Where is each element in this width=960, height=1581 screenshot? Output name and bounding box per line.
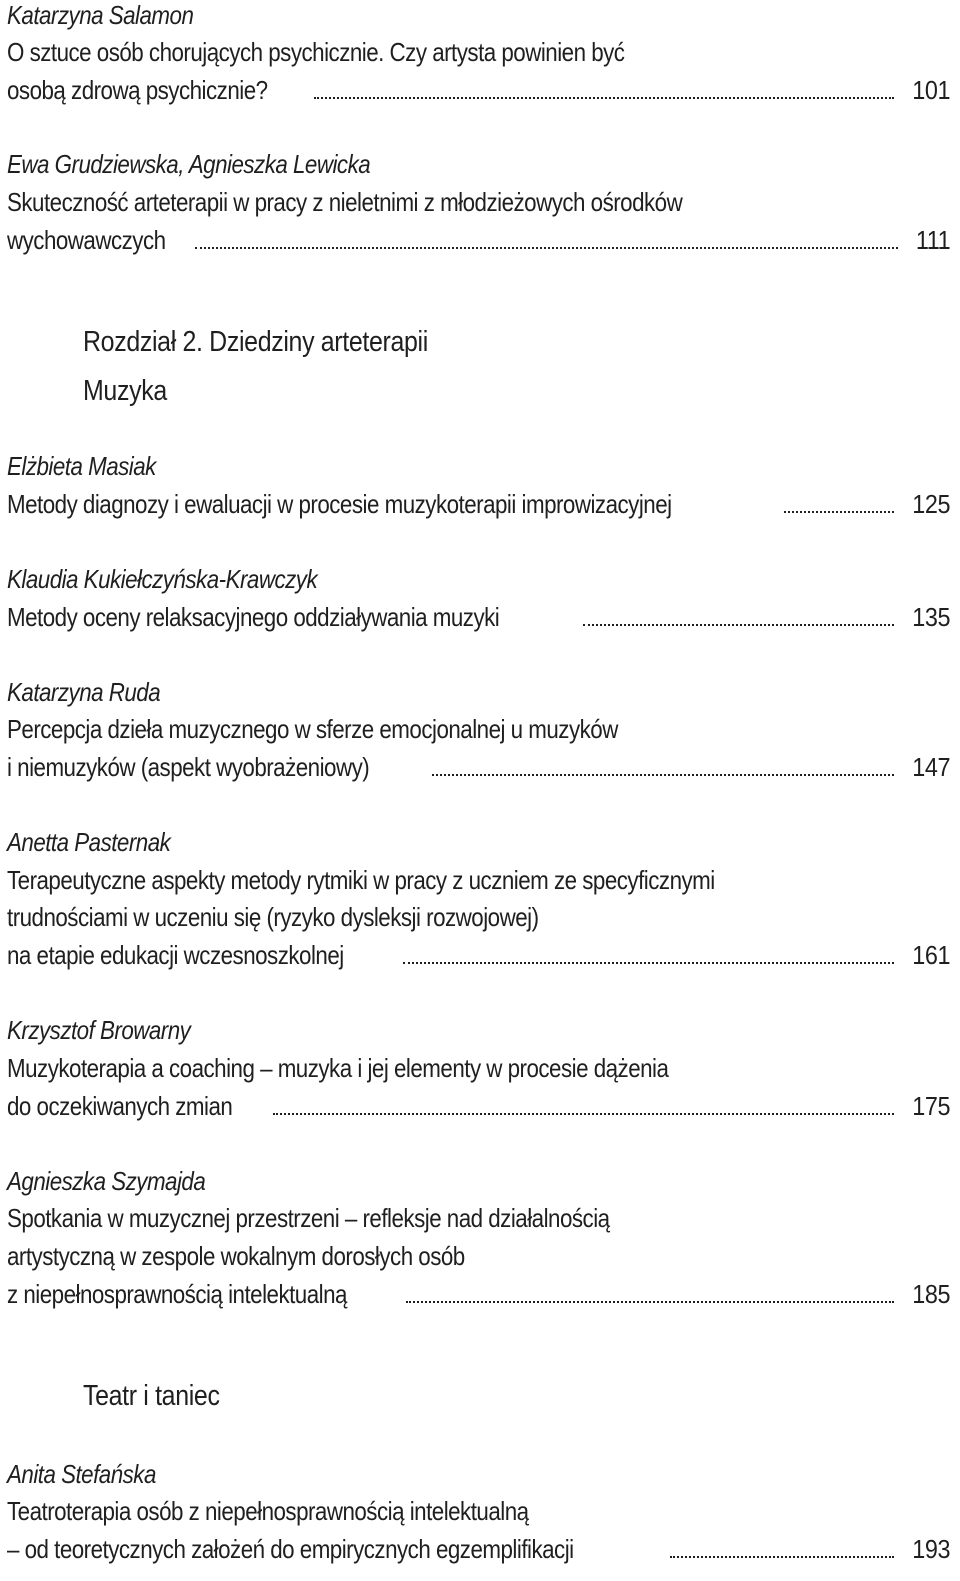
dot-leader [273, 1113, 894, 1115]
entry-title: Terapeutyczne aspekty metody rytmiki w pracy z uczniem ze specyficznymi [7, 865, 715, 895]
entry-author: Ewa Grudziewska, Agnieszka Lewicka [7, 149, 371, 179]
entry-title: na etapie edukacji wczesnoszkolnej [7, 940, 344, 970]
entry-title: O sztuce osób chorujących psychicznie. Czy artysta powinien być [7, 37, 625, 67]
page-number: 161 [912, 940, 950, 970]
section-title-music: Muzyka [83, 375, 167, 407]
entry-author: Anita Stefańska [7, 1459, 156, 1489]
entry-title: artystyczną w zespole wokalnym dorosłych osób [7, 1241, 465, 1271]
dot-leader [583, 624, 893, 626]
entry-title: – od teoretycznych założeń do empirycznych egzemplifikacji [7, 1534, 574, 1564]
page-number: 175 [912, 1091, 950, 1121]
toc-entry-row[interactable] [7, 1275, 950, 1313]
dot-leader [403, 962, 894, 964]
page-number: 111 [915, 225, 950, 255]
dot-leader [784, 511, 894, 513]
toc-entry-row[interactable] [7, 598, 950, 636]
page-number: 147 [912, 752, 950, 782]
dot-leader [314, 97, 894, 99]
chapter-title: Rozdział 2. Dziedziny arteterapii [83, 326, 428, 358]
entry-author: Anetta Pasternak [7, 827, 171, 857]
entry-title: Muzykoterapia a coaching – muzyka i jej elementy w procesie dążenia [7, 1053, 669, 1083]
page-number: 101 [912, 75, 950, 105]
toc-entry-row[interactable] [7, 1530, 950, 1568]
entry-title: z niepełnosprawnością intelektualną [7, 1279, 347, 1309]
entry-author: Krzysztof Browarny [7, 1015, 191, 1045]
entry-title: osobą zdrową psychicznie? [7, 75, 268, 105]
entry-title: Skuteczność arteterapii w pracy z nieletnimi z młodzieżowych ośrodków [7, 187, 683, 217]
entry-title: Spotkania w muzycznej przestrzeni – refleksje nad działalnością [7, 1203, 610, 1233]
dot-leader [670, 1556, 894, 1558]
toc-entry-row[interactable] [7, 71, 950, 109]
toc-entry-row[interactable] [7, 1087, 950, 1125]
toc-entry-row[interactable] [7, 748, 950, 786]
entry-title: i niemuzyków (aspekt wyobrażeniowy) [7, 752, 370, 782]
section-title-theatre: Teatr i taniec [83, 1380, 220, 1412]
entry-title: do oczekiwanych zmian [7, 1091, 233, 1121]
dot-leader [432, 774, 894, 776]
page-number: 135 [912, 602, 950, 632]
dot-leader [195, 247, 897, 249]
entry-author: Katarzyna Ruda [7, 677, 161, 707]
toc-entry-row[interactable] [7, 221, 950, 259]
entry-title: Percepcja dzieła muzycznego w sferze emocjonalnej u muzyków [7, 714, 618, 744]
entry-author: Katarzyna Salamon [7, 0, 194, 30]
toc-entry-row[interactable] [7, 485, 950, 523]
entry-title: Teatroterapia osób z niepełnosprawnością intelektualną [7, 1496, 529, 1526]
entry-author: Elżbieta Masiak [7, 451, 156, 481]
entry-title: Metody diagnozy i ewaluacji w procesie muzykoterapii improwizacyjnej [7, 489, 672, 519]
page-number: 185 [912, 1279, 950, 1309]
page-number: 125 [912, 489, 950, 519]
entry-title: wychowawczych [7, 225, 166, 255]
entry-title: Metody oceny relaksacyjnego oddziaływania muzyki [7, 602, 500, 632]
dot-leader [406, 1301, 894, 1303]
entry-author: Agnieszka Szymajda [7, 1166, 206, 1196]
entry-title: trudnościami w uczeniu się (ryzyko dysleksji rozwojowej) [7, 902, 539, 932]
toc-entry-row[interactable] [7, 936, 950, 974]
page-number: 193 [912, 1534, 950, 1564]
entry-author: Klaudia Kukiełczyńska-Krawczyk [7, 564, 318, 594]
